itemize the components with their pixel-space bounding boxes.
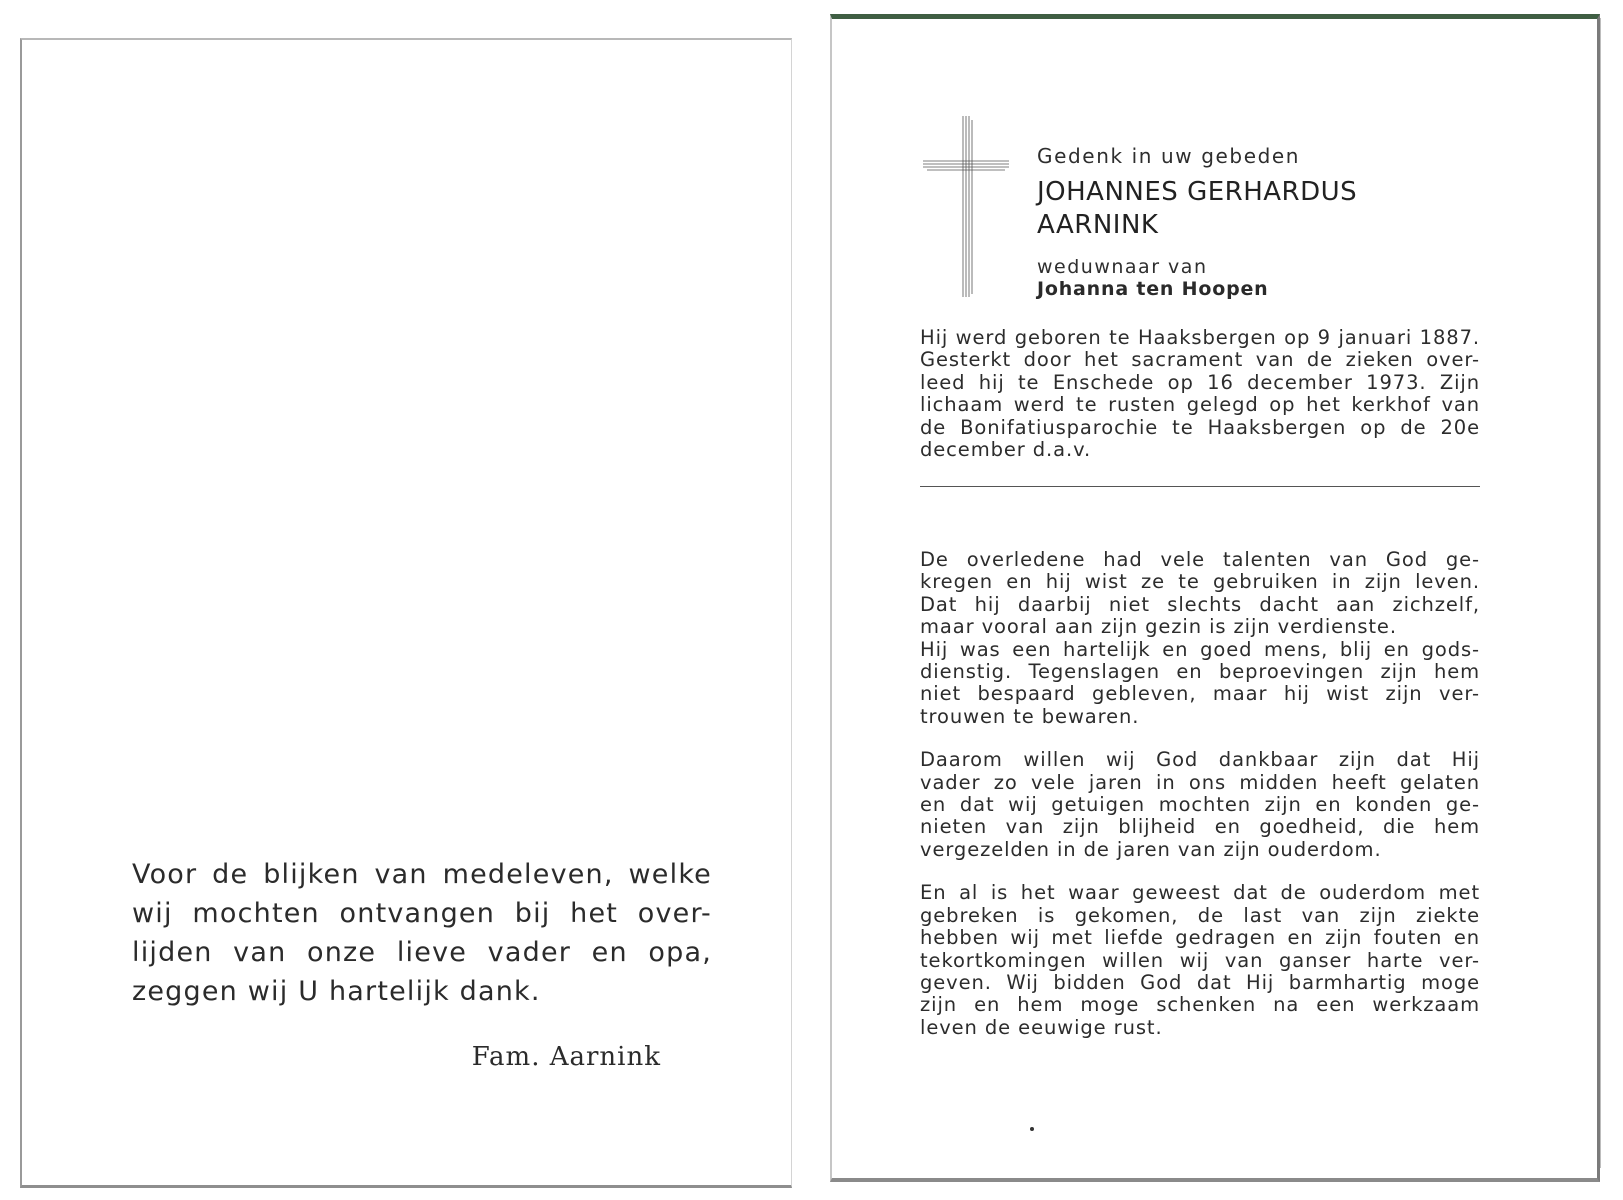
tribute-line: maar vooral aan zijn gezin is zijn verdienste. — [920, 615, 1397, 639]
tribute-line: gebreken is gekomen, de last van zijn ziekte — [920, 903, 1480, 927]
thank-you-text — [132, 855, 712, 1011]
bio-line: de Bonifatiusparochie te Haaksbergen op de 20e — [920, 415, 1480, 439]
tribute-paragraph — [920, 749, 1480, 861]
tribute-line: hebben wij met liefde gedragen en zijn fouten en — [920, 926, 1480, 950]
thanks-line: zeggen wij U hartelijk dank. — [132, 976, 541, 1007]
bio-line: Hij werd geboren te Haaksbergen op 9 januari 1887. — [920, 326, 1480, 349]
tribute-line: Hij was een hartelijk en goed mens, blij en gods- — [920, 637, 1480, 661]
tribute-line: leven de eeuwige rust. — [920, 1015, 1163, 1039]
tribute-line: kregen en hij wist ze te gebruiken in zijn leven. — [920, 570, 1480, 594]
tribute-line: niet bespaard gebleven, maar hij wist zijn ver- — [920, 682, 1480, 706]
thank-you-card — [20, 38, 792, 1188]
bio-line: Gesterkt door het sacrament van de zieken over- — [920, 348, 1480, 372]
family-signature: Fam. Aarnink — [471, 1042, 661, 1072]
tribute-line: Dat hij daarbij niet slechts dacht aan zichzelf, — [920, 592, 1480, 616]
tribute-line: en dat wij getuigen mochten zijn en konden ge- — [920, 793, 1480, 817]
thanks-line: lijden van onze lieve vader en opa, — [132, 937, 712, 968]
tribute-line: vergezelden in de jaren van zijn ouderdom. — [920, 837, 1382, 861]
bio-line: lichaam werd te rusten gelegd op het kerkhof van — [920, 393, 1480, 417]
tribute-line: vader zo vele jaren in ons midden heeft gelaten — [920, 770, 1480, 794]
intro-text: Gedenk in uw gebeden — [1037, 144, 1301, 168]
tribute-paragraph — [920, 549, 1480, 728]
tribute-line: Daarom willen wij God dankbaar zijn dat Hij — [920, 748, 1480, 772]
tribute-line: nieten van zijn blijheid en goedheid, die hem — [920, 815, 1480, 839]
memorial-card — [830, 14, 1600, 1182]
tribute-line: geven. Wij bidden God dat Hij barmhartig moge — [920, 970, 1480, 994]
divider — [920, 486, 1480, 487]
cross-icon — [921, 114, 1011, 299]
tribute-line: zijn en hem moge schenken na een werkzaam — [920, 993, 1480, 1017]
tribute-line: trouwen te bewaren. — [920, 704, 1140, 728]
print-mark — [1030, 1127, 1034, 1131]
card-edge — [1594, 18, 1601, 1168]
tribute-text — [920, 549, 1480, 1060]
widower-label: weduwnaar van — [1037, 256, 1208, 278]
memorial-heading — [1037, 144, 1457, 300]
thanks-line: wij mochten ontvangen bij het over- — [132, 898, 712, 929]
tribute-line: tekortkomingen willen wij van ganser harte ver- — [920, 948, 1480, 972]
tribute-line: dienstig. Tegenslagen en beproevingen zijn hem — [920, 660, 1480, 684]
deceased-name-line2: AARNINK — [1037, 210, 1159, 240]
thanks-line: Voor de blijken van medeleven, welke — [132, 859, 712, 890]
tribute-line: De overledene had vele talenten van God ge- — [920, 548, 1480, 571]
bio-line: december d.a.v. — [920, 438, 1092, 462]
deceased-name-line1: JOHANNES GERHARDUS — [1037, 177, 1358, 207]
biography — [920, 327, 1480, 461]
tribute-paragraph — [920, 882, 1480, 1039]
tribute-line: En al is het waar geweest dat de ouderdom met — [920, 881, 1480, 905]
bio-line: leed hij te Enschede op 16 december 1973. Zijn — [920, 370, 1480, 394]
spouse-name: Johanna ten Hoopen — [1037, 278, 1269, 300]
